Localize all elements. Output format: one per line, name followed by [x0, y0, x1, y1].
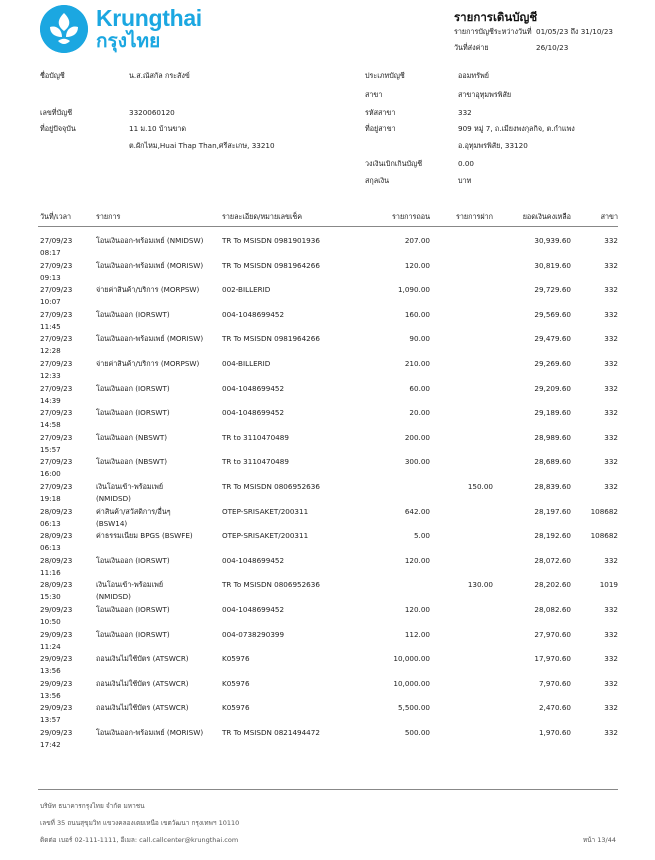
address-label: ที่อยู่ปัจจุบัน: [40, 124, 76, 133]
cell-balance: 1,970.60: [538, 728, 571, 737]
col-header-description: รายการ: [96, 212, 121, 221]
cell-branch: 332: [604, 728, 618, 737]
cell-detail: OTEP-SRISAKET/200311: [222, 506, 309, 516]
brand-wordmark: [96, 6, 202, 52]
cell-description: โอนเงินออก (NBSWT): [96, 432, 168, 442]
cell-date: 27/09/23: [40, 383, 73, 393]
cell-withdraw: 112.00: [404, 629, 430, 639]
cell-branch: 332: [604, 359, 618, 368]
cell-withdraw: 207.00: [404, 236, 430, 245]
cell-detail: TR to 3110470489: [222, 432, 289, 442]
cell-balance: 28,197.60: [534, 506, 571, 516]
cell-detail: 004-BILLERID: [222, 359, 271, 368]
cell-date: 28/09/23: [40, 580, 73, 590]
cell-withdraw: 642.00: [404, 506, 430, 516]
cell-description: ถอนเงินไม่ใช้บัตร (ATSWCR): [96, 703, 189, 713]
cell-branch: 332: [604, 629, 618, 639]
account-type-value: ออมทรัพย์: [458, 71, 489, 80]
col-header-balance: ยอดเงินคงเหลือ: [522, 212, 571, 221]
cell-time: 10:50: [40, 617, 61, 626]
cell-withdraw: 120.00: [404, 605, 430, 614]
cell-withdraw: 60.00: [409, 383, 430, 393]
cell-date: 29/09/23: [40, 728, 73, 737]
cell-withdraw: 5.00: [413, 531, 430, 541]
cell-detail: TR To MSISDN 0981964266: [222, 260, 320, 270]
cell-detail: TR To MSISDN 0821494472: [222, 728, 320, 737]
col-header-detail: รายละเอียด/หมายเลขเช็ค: [222, 212, 303, 221]
cell-time: 14:58: [40, 420, 61, 430]
branch-value: สาขาอุทุมพรพิสัย: [458, 90, 512, 99]
cell-description: โอนเงินออก (IORSWT): [96, 629, 170, 639]
cell-description: ถอนเงินไม่ใช้บัตร (ATSWCR): [96, 654, 189, 664]
cell-time: 14:39: [40, 395, 61, 405]
cell-branch: 332: [604, 285, 618, 295]
cell-time: 09:13: [40, 272, 61, 282]
cell-branch: 1019: [599, 580, 618, 590]
col-header-branch: สาขา: [600, 212, 618, 221]
cell-date: 29/09/23: [40, 629, 73, 639]
brand-name-en: Krungthai: [96, 5, 202, 31]
cell-date: 29/09/23: [40, 605, 73, 614]
cell-branch: 332: [604, 555, 618, 565]
cell-withdraw: 1,090.00: [397, 285, 430, 295]
branch-code-label: รหัสสาขา: [365, 108, 396, 117]
period-value: 01/05/23 ถึง 31/10/23: [536, 27, 613, 36]
cell-description: โอนเงินออก (NBSWT): [96, 457, 168, 467]
account-number-label: เลขที่บัญชี: [40, 108, 73, 117]
cell-balance: 29,569.60: [534, 309, 571, 319]
branch-code-value: 332: [458, 108, 472, 117]
cell-withdraw: 210.00: [404, 359, 430, 368]
cell-date: 27/09/23: [40, 334, 73, 344]
cell-balance: 28,839.60: [534, 482, 571, 491]
cell-branch: 332: [604, 678, 618, 688]
cell-balance: 29,729.60: [534, 285, 571, 295]
cell-branch: 332: [604, 334, 618, 344]
cell-balance: 28,989.60: [534, 432, 571, 442]
cell-balance: 28,202.60: [534, 580, 571, 590]
cell-description: โอนเงินออก (IORSWT): [96, 555, 170, 565]
cell-detail: TR To MSISDN 0981964266: [222, 334, 320, 344]
cell-branch: 108682: [590, 531, 618, 541]
cell-detail: K05976: [222, 654, 250, 664]
cell-description: โอนเงินออก (IORSWT): [96, 309, 170, 319]
cell-time: 15:57: [40, 444, 61, 454]
branch-label: สาขา: [365, 90, 383, 99]
cell-date: 28/09/23: [40, 531, 73, 541]
cell-deposit: 130.00: [467, 580, 493, 590]
branch-address-line2: อ.อุทุมพรพิสัย, 33120: [458, 141, 528, 150]
cell-description: เงินโอนเข้า-พร้อมเพย์: [96, 580, 164, 590]
cell-balance: 29,209.60: [534, 383, 571, 393]
cell-description-line2: (NMIDSD): [96, 592, 131, 602]
cell-time: 13:57: [40, 715, 61, 725]
cell-date: 27/09/23: [40, 432, 73, 442]
cell-date: 28/09/23: [40, 506, 73, 516]
cell-date: 27/09/23: [40, 482, 73, 491]
footer-contact: ติดต่อ เบอร์ 02-111-1111, อีเมล: call.callcenter@krungthai.com: [40, 836, 239, 844]
cell-description-line2: (NMIDSD): [96, 494, 131, 503]
branch-address-line1: 909 หมู่ 7, ถ.เมียงพงกุลกิจ, ต.กำแพง: [458, 124, 575, 133]
cell-description: โอนเงินออก (IORSWT): [96, 605, 170, 614]
address-line2: ต.ผักไหม,Huai Thap Than,ศรีสะเกษ, 33210: [129, 141, 275, 150]
footer-divider: [38, 789, 618, 790]
account-type-label: ประเภทบัญชี: [365, 71, 405, 80]
cell-time: 06:13: [40, 518, 61, 528]
branch-address-label: ที่อยู่สาขา: [365, 124, 396, 133]
cell-description: โอนเงินออก-พร้อมเพย์ (MORISW): [96, 260, 204, 270]
cell-balance: 28,192.60: [534, 531, 571, 541]
col-header-withdraw: รายการถอน: [392, 212, 430, 221]
cell-detail: 004-1048699452: [222, 408, 285, 418]
cell-date: 29/09/23: [40, 703, 73, 713]
cell-date: 27/09/23: [40, 285, 73, 295]
cell-description: โอนเงินออก (IORSWT): [96, 408, 170, 418]
cell-detail: 004-0738290399: [222, 629, 285, 639]
cell-balance: 27,970.60: [534, 629, 571, 639]
krungthai-logo-icon: [40, 5, 88, 53]
col-header-deposit: รายการฝาก: [456, 212, 493, 221]
cell-time: 10:07: [40, 297, 61, 307]
print-date-value: 26/10/23: [536, 43, 569, 52]
cell-branch: 332: [604, 432, 618, 442]
cell-description: จ่ายค่าสินค้า/บริการ (MORPSW): [96, 359, 200, 368]
cell-description: ถอนเงินไม่ใช้บัตร (ATSWCR): [96, 678, 189, 688]
cell-time: 16:00: [40, 469, 61, 479]
cell-time: 12:28: [40, 346, 61, 356]
cell-withdraw: 10,000.00: [393, 654, 430, 664]
cell-date: 27/09/23: [40, 408, 73, 418]
cell-description: โอนเงินออก (IORSWT): [96, 383, 170, 393]
cell-date: 29/09/23: [40, 654, 73, 664]
cell-detail: OTEP-SRISAKET/200311: [222, 531, 309, 541]
cell-withdraw: 160.00: [404, 309, 430, 319]
cell-balance: 2,470.60: [538, 703, 571, 713]
cell-branch: 332: [604, 408, 618, 418]
page-number: หน้า 13/44: [582, 836, 616, 844]
cell-withdraw: 120.00: [404, 555, 430, 565]
cell-branch: 332: [604, 309, 618, 319]
cell-balance: 29,479.60: [534, 334, 571, 344]
table-header-divider: [38, 226, 618, 227]
cell-date: 28/09/23: [40, 555, 73, 565]
cell-description: โอนเงินออก-พร้อมเพย์ (MORISW): [96, 728, 204, 737]
cell-date: 27/09/23: [40, 309, 73, 319]
cell-balance: 28,689.60: [534, 457, 571, 467]
cell-balance: 7,970.60: [538, 678, 571, 688]
cell-detail: 004-1048699452: [222, 309, 285, 319]
cell-balance: 29,269.60: [534, 359, 571, 368]
cell-detail: 004-1048699452: [222, 605, 285, 614]
cell-branch: 332: [604, 703, 618, 713]
cell-withdraw: 5,500.00: [397, 703, 430, 713]
cell-description: ค่าสินค้า/สวัสดิการ/อื่นๆ: [96, 506, 171, 516]
cell-detail: 004-1048699452: [222, 555, 285, 565]
currency-label: สกุลเงิน: [365, 176, 390, 185]
cell-time: 11:24: [40, 641, 61, 651]
cell-time: 08:17: [40, 248, 61, 257]
cell-detail: TR to 3110470489: [222, 457, 289, 467]
address-line1: 11 ม.10 บ้านขาด: [129, 124, 187, 133]
cell-balance: 30,819.60: [534, 260, 571, 270]
cell-balance: 28,072.60: [534, 555, 571, 565]
print-date-label: วันที่ส่งค่าย: [454, 43, 489, 52]
cell-branch: 108682: [590, 506, 618, 516]
currency-value: บาท: [458, 176, 472, 185]
cell-branch: 332: [604, 236, 618, 245]
cell-withdraw: 200.00: [404, 432, 430, 442]
cell-withdraw: 90.00: [409, 334, 430, 344]
period-label: รายการบัญชีระหว่างวันที่: [454, 27, 532, 36]
cell-date: 29/09/23: [40, 678, 73, 688]
cell-description: โอนเงินออก-พร้อมเพย์ (MORISW): [96, 334, 204, 344]
cell-time: 06:13: [40, 543, 61, 553]
cell-date: 27/09/23: [40, 359, 73, 368]
cell-detail: 004-1048699452: [222, 383, 285, 393]
cell-detail: TR To MSISDN 0981901936: [222, 236, 320, 245]
cell-branch: 332: [604, 605, 618, 614]
cell-description: เงินโอนเข้า-พร้อมเพย์: [96, 482, 164, 491]
cell-withdraw: 500.00: [404, 728, 430, 737]
cell-branch: 332: [604, 654, 618, 664]
account-name-label: ชื่อบัญชี: [40, 71, 65, 80]
cell-date: 27/09/23: [40, 260, 73, 270]
cell-balance: 17,970.60: [534, 654, 571, 664]
cell-time: 13:56: [40, 690, 61, 700]
cell-detail: K05976: [222, 703, 250, 713]
cell-time: 15:30: [40, 592, 61, 602]
document-title: รายการเดินบัญชี: [454, 10, 538, 24]
footer-address: เลขที่ 35 ถนนสุขุมวิท แขวงคลองเตยเหนือ เขตวัฒนา กรุงเทพฯ 10110: [40, 819, 240, 827]
cell-balance: 29,189.60: [534, 408, 571, 418]
cell-time: 19:18: [40, 494, 61, 503]
account-number-value: 3320060120: [129, 108, 175, 117]
cell-detail: K05976: [222, 678, 250, 688]
cell-withdraw: 10,000.00: [393, 678, 430, 688]
footer-company: บริษัท ธนาคารกรุงไทย จำกัด มหาชน: [40, 802, 145, 810]
cell-description: จ่ายค่าสินค้า/บริการ (MORPSW): [96, 285, 200, 295]
cell-branch: 332: [604, 383, 618, 393]
brand-name-th: กรุงไทย: [96, 30, 161, 52]
overdraft-label: วงเงินเบิกเกินบัญชี: [365, 159, 423, 168]
account-name-value: น.ส.ณัสกัล กระสังข์: [129, 71, 190, 80]
cell-time: 11:45: [40, 321, 61, 331]
cell-time: 11:16: [40, 567, 61, 577]
cell-description-line2: (BSW14): [96, 518, 128, 528]
cell-deposit: 150.00: [467, 482, 493, 491]
cell-time: 13:56: [40, 666, 61, 676]
cell-balance: 30,939.60: [534, 236, 571, 245]
overdraft-value: 0.00: [458, 159, 475, 168]
cell-detail: 002-BILLERID: [222, 285, 271, 295]
cell-date: 27/09/23: [40, 236, 73, 245]
cell-time: 17:42: [40, 740, 61, 749]
cell-date: 27/09/23: [40, 457, 73, 467]
cell-withdraw: 300.00: [404, 457, 430, 467]
cell-balance: 28,082.60: [534, 605, 571, 614]
cell-branch: 332: [604, 482, 618, 491]
cell-withdraw: 120.00: [404, 260, 430, 270]
col-header-date: วันที่/เวลา: [40, 212, 72, 221]
cell-description: ค่าธรรมเนียม BPGS (BSWFE): [96, 531, 193, 541]
cell-time: 12:33: [40, 371, 61, 380]
cell-branch: 332: [604, 260, 618, 270]
cell-detail: TR To MSISDN 0806952636: [222, 482, 320, 491]
cell-branch: 332: [604, 457, 618, 467]
cell-description: โอนเงินออก-พร้อมเพย์ (NMIDSW): [96, 236, 204, 245]
cell-withdraw: 20.00: [409, 408, 430, 418]
cell-detail: TR To MSISDN 0806952636: [222, 580, 320, 590]
